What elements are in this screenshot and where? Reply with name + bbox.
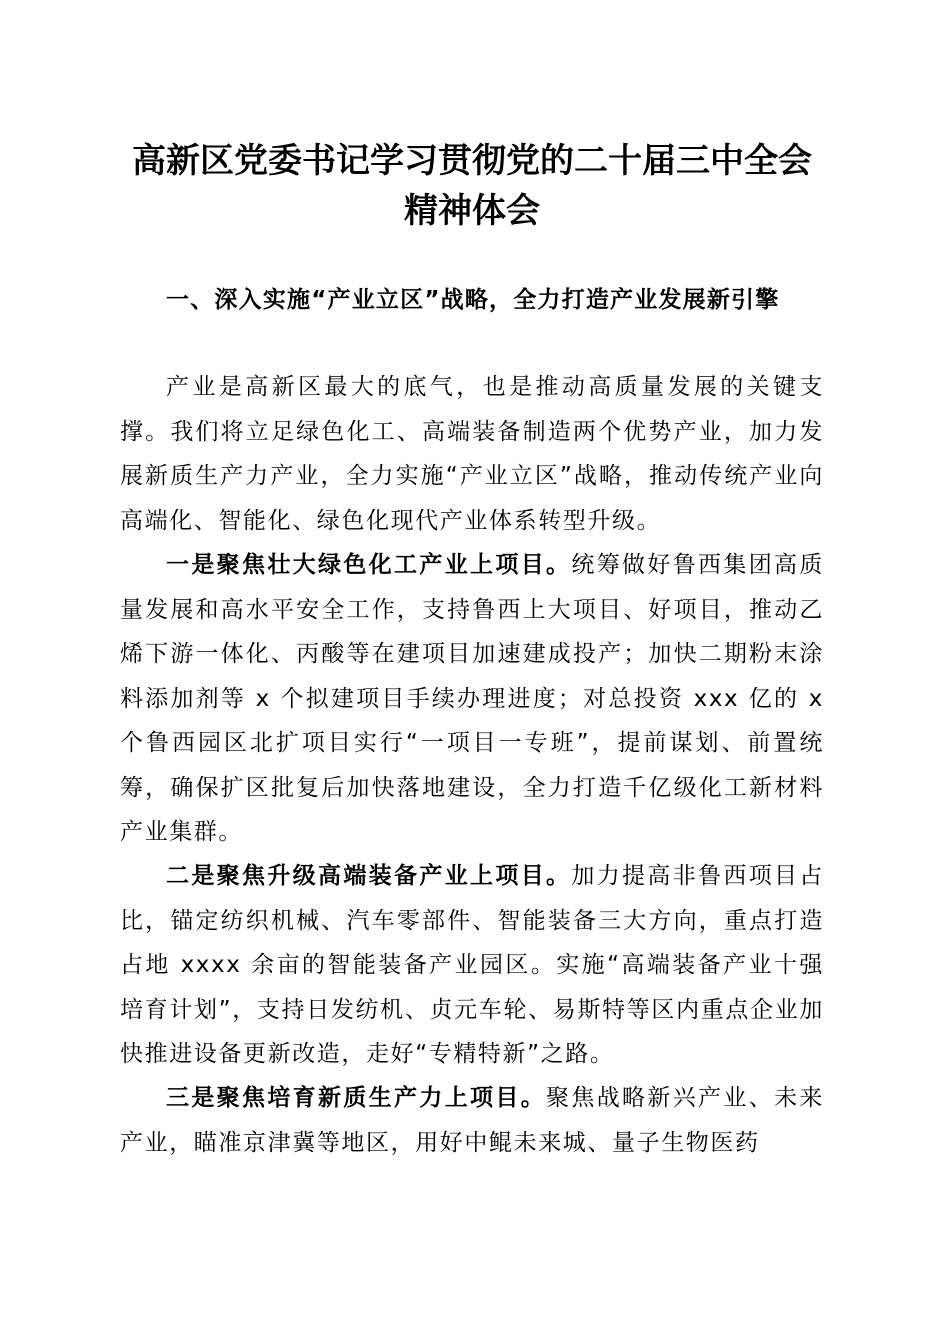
- section-heading: 一、深入实施“产业立区”战略，全力打造产业发展新引擎: [166, 287, 780, 313]
- paragraph-lead: 一是聚焦壮大绿色化工产业上项目。: [166, 552, 572, 578]
- paragraph-lead: 二是聚焦升级高端装备产业上项目。: [166, 863, 572, 889]
- paragraph-green-chemical: [120, 543, 824, 855]
- paragraph-text: 加力提高非鲁西项目占比，锚定纺织机械、汽车零部件、智能装备三大方向，重点打造占地 xxxx 余亩的智能装备产业园区。实施“高端装备产业十强培育计划”，支持日发纺机、贞元车轮、易斯特等区内重点企业加快推进设备更新改造，走好“专精特新”之路。: [120, 863, 824, 1067]
- paragraph-text: 产业是高新区最大的底气，也是推动高质量发展的关键支撑。我们将立足绿色化工、高端装备制造两个优势产业，加力发展新质生产力产业，全力实施“产业立区”战略，推动传统产业向高端化、智能化、绿色化现代产业体系转型升级。: [120, 374, 824, 534]
- paragraph-intro: [120, 365, 824, 543]
- paragraph-new-productivity: [120, 1076, 824, 1165]
- document-title: [120, 136, 824, 236]
- paragraph-text: 聚焦战略新兴产业、未来产业，瞄准京津冀等地区，用好中鲲未来城、量子生物医药: [120, 1085, 825, 1156]
- paragraph-lead: 三是聚焦培育新质生产力上项目。: [166, 1085, 547, 1111]
- title-line-1: 高新区党委书记学习贯彻党的二十届三中全会: [132, 141, 812, 181]
- paragraph-text: 统筹做好鲁西集团高质量发展和高水平安全工作，支持鲁西上大项目、好项目，推动乙烯下游一体化、丙酸等在建项目加速建成投产；加快二期粉末涂料添加剂等 x 个拟建项目手续办理进度；对总投资 xxx 亿的 x 个鲁西园区北扩项目实行“一项目一专班”，提前谋划、前置统筹，确保扩区批复后加快落地建设，全力打造千亿级化工新材料产业集群。: [120, 552, 824, 845]
- title-line-2: 精神体会: [404, 191, 540, 231]
- paragraph-high-end-equipment: [120, 854, 824, 1077]
